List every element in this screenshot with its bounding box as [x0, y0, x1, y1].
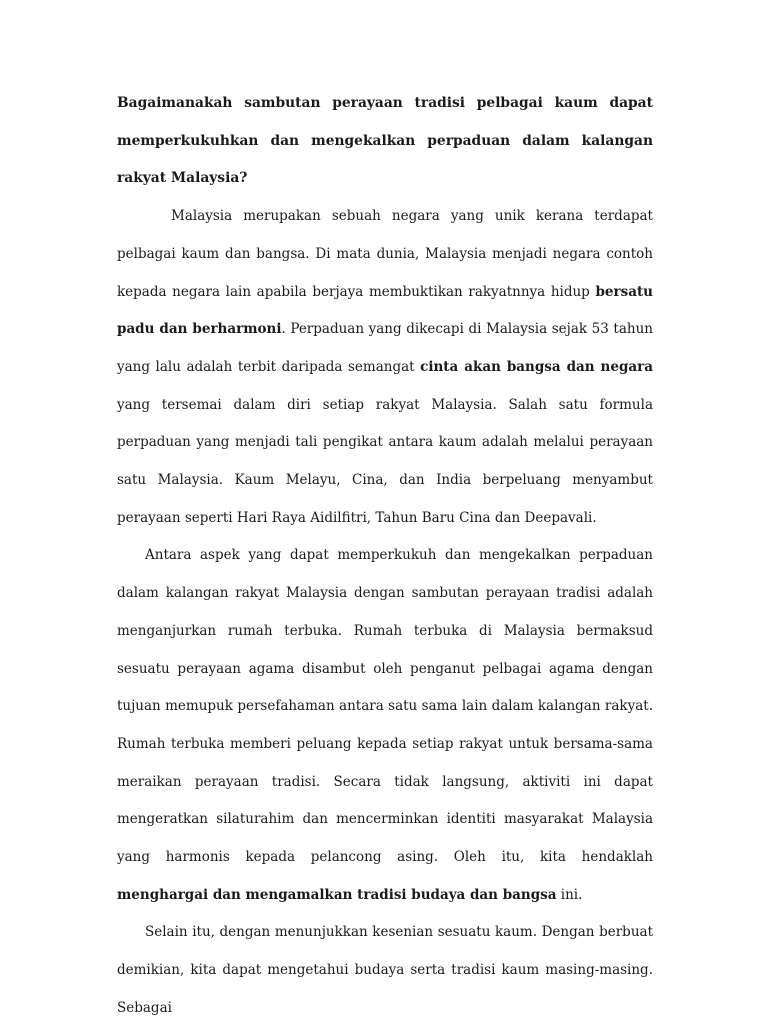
- paragraph-2-text: Antara aspek yang dapat memperkukuh dan mengekalkan perpaduan dalam kalangan rakyat Malaysia dengan sambutan perayaan tradisi adalah menganjurkan rumah terbuka. Rumah terbuka di Malaysia bermaksud sesuatu perayaan agama disambut oleh penganut pelbagai agama dengan tujuan memupuk persefahaman antara satu sama lain dalam kalangan rakyat. Rumah terbuka memberi peluang kepada setiap rakyat untuk bersama-sama meraikan perayaan tradisi. Secara tidak langsung, aktiviti ini dapat mengeratkan silaturahim dan mencerminkan identiti masyarakat Malaysia yang harmonis kepada pelancong asing. Oleh itu, kita hendaklah: [117, 547, 653, 866]
- paragraph-1-text: yang tersemai dalam diri setiap rakyat Malaysia. Salah satu formula perpaduan yang menjadi tali pengikat antara kaum adalah melalui perayaan satu Malaysia. Kaum Melayu, Cina, dan India berpeluang menyambut perayaan seperti Hari Raya Aidilfitri, Tahun Baru Cina dan Deepavali.: [117, 396, 653, 526]
- paragraph-1-text: Malaysia merupakan sebuah negara yang unik kerana terdapat pelbagai kaum dan bangsa. Di mata dunia, Malaysia menjadi negara contoh kepada negara lain apabila berjaya membuktikan rakyatnnya hidup: [117, 208, 653, 300]
- paragraph-2-bold-phrase: menghargai dan mengamalkan tradisi budaya dan bangsa: [117, 886, 557, 903]
- paragraph-3: [117, 914, 653, 1027]
- essay-question-title: Bagaimanakah sambutan perayaan tradisi pelbagai kaum dapat memperkukuhkan dan mengekalkan perpaduan dalam kalangan rakyat Malaysia?: [117, 95, 653, 187]
- paragraph-2: [117, 537, 653, 914]
- paragraph-1: [117, 198, 653, 537]
- paragraph-1-bold-phrase: cinta akan bangsa dan negara: [420, 358, 654, 375]
- paragraph-3-text: Selain itu, dengan menunjukkan kesenian sesuatu kaum. Dengan berbuat demikian, kita dapat mengetahui budaya serta tradisi kaum masing-masing. Sebagai: [117, 924, 653, 1016]
- paragraph-1-text: . Perpaduan yang dikecapi di Malaysia sejak 53 tahun yang lalu adalah terbit daripada semangat: [117, 321, 653, 375]
- paragraph-2-text: ini.: [556, 886, 583, 903]
- paragraph-1-bold-phrase: bersatu padu dan berharmoni: [117, 283, 653, 338]
- document-body: [117, 85, 653, 1028]
